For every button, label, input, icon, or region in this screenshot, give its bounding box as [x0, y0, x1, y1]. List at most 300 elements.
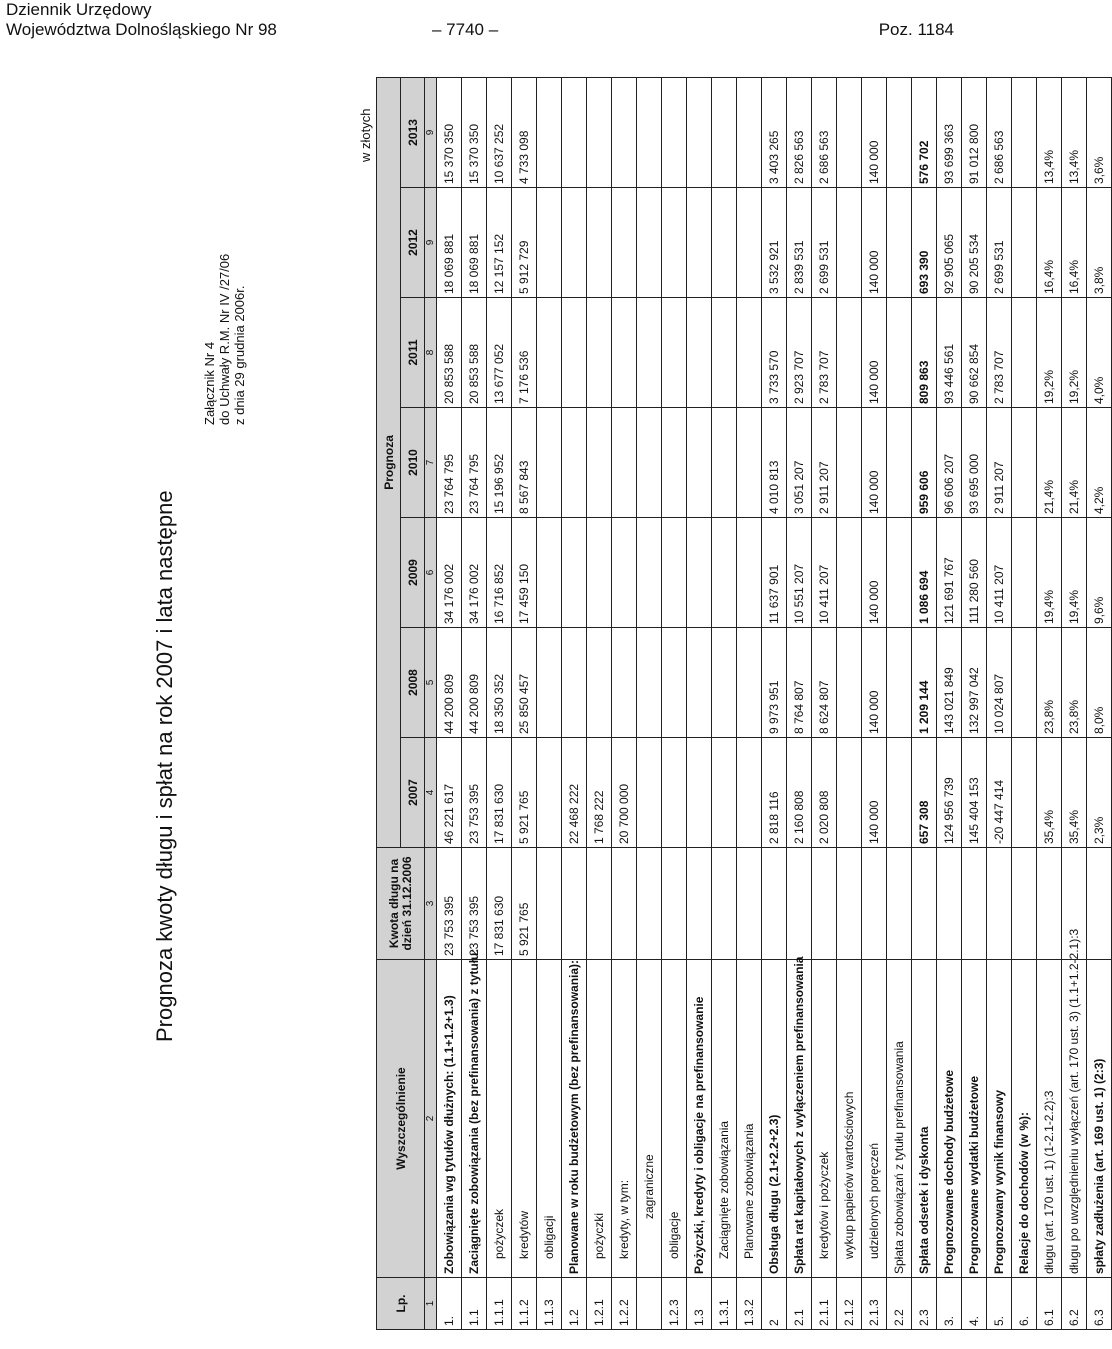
row-year-value: 22 468 222	[562, 738, 587, 848]
row-debt-amount	[737, 848, 762, 960]
row-year-value: 2 699 531	[987, 188, 1012, 298]
row-year-value	[562, 298, 587, 408]
row-year-value: 19,4%	[1037, 518, 1062, 628]
row-year-value: 657 308	[912, 738, 937, 848]
row-year-value: 35,4%	[1037, 738, 1062, 848]
row-debt-amount	[712, 848, 737, 960]
row-year-value	[712, 738, 737, 848]
row-debt-amount	[762, 848, 787, 960]
row-year-value: 693 390	[912, 188, 937, 298]
row-year-value: 23,8%	[1037, 628, 1062, 738]
row-year-value	[687, 188, 712, 298]
table-row	[612, 77, 637, 1329]
column-number-row	[425, 77, 437, 1329]
attachment-line: Załącznik Nr 4	[202, 341, 217, 425]
row-year-value: 18 069 881	[437, 188, 462, 298]
row-year-value	[737, 77, 762, 187]
row-lp: 1.3.2	[737, 1278, 762, 1330]
row-year-value	[1012, 298, 1037, 408]
table-row	[1037, 77, 1062, 1329]
row-debt-amount	[562, 848, 587, 960]
row-lp: 6.	[1012, 1278, 1037, 1330]
row-year-value: 10 551 207	[787, 518, 812, 628]
row-year-value	[637, 518, 662, 628]
table-row	[662, 77, 687, 1329]
table-row	[437, 77, 462, 1329]
row-year-value	[587, 188, 612, 298]
row-year-value: 4 733 098	[512, 77, 537, 187]
row-label: długu po uwzględnieniu wyłączeń (art. 170 ust. 3) (1.1+1.2-2.1):3	[1062, 960, 1087, 1278]
table-row	[487, 77, 512, 1329]
row-year-value	[537, 518, 562, 628]
row-year-value	[737, 408, 762, 518]
row-label: pożyczek	[487, 960, 512, 1278]
row-year-value: 809 863	[912, 298, 937, 408]
row-year-value: 20 853 588	[437, 298, 462, 408]
row-debt-amount	[637, 848, 662, 960]
row-year-value	[562, 188, 587, 298]
row-debt-amount	[587, 848, 612, 960]
row-year-value: 2 699 531	[812, 188, 837, 298]
column-number: 5	[425, 628, 437, 738]
row-year-value: 10 411 207	[987, 518, 1012, 628]
row-year-value: 140 000	[862, 628, 887, 738]
row-year-value: 19,2%	[1062, 298, 1087, 408]
column-number: 3	[425, 848, 437, 960]
row-year-value	[662, 408, 687, 518]
row-debt-amount	[687, 848, 712, 960]
row-year-value: 23 753 395	[462, 738, 487, 848]
row-year-value: 140 000	[862, 408, 887, 518]
row-year-value: 2 020 808	[812, 738, 837, 848]
row-year-value: 13,4%	[1037, 77, 1062, 187]
row-year-value: 20 853 588	[462, 298, 487, 408]
row-year-value	[1012, 188, 1037, 298]
row-year-value	[612, 628, 637, 738]
row-year-value: 3 051 207	[787, 408, 812, 518]
row-label: Pożyczki, kredyty i obligacje na prefinansowanie	[687, 960, 712, 1278]
header-year: 2010	[401, 408, 425, 518]
row-debt-amount: 5 921 765	[512, 848, 537, 960]
row-year-value: 1 768 222	[587, 738, 612, 848]
row-year-value	[737, 738, 762, 848]
row-year-value	[1012, 77, 1037, 187]
header-year: 2012	[401, 188, 425, 298]
row-year-value: 140 000	[862, 518, 887, 628]
row-year-value: 145 404 153	[962, 738, 987, 848]
row-year-value: 17 459 150	[512, 518, 537, 628]
row-year-value: 121 691 767	[937, 518, 962, 628]
row-year-value	[837, 188, 862, 298]
row-year-value: 2 911 207	[987, 408, 1012, 518]
row-year-value: 23 764 795	[462, 408, 487, 518]
row-year-value: 111 280 560	[962, 518, 987, 628]
row-year-value	[612, 518, 637, 628]
row-year-value: 2 911 207	[812, 408, 837, 518]
row-lp: 6.2	[1062, 1278, 1087, 1330]
row-label: Obsługa długu (2.1+2.2+2.3)	[762, 960, 787, 1278]
row-label: wykup papierów wartościowych	[837, 960, 862, 1278]
table-row	[1087, 77, 1112, 1329]
row-year-value: 13 677 052	[487, 298, 512, 408]
row-year-value: 93 695 000	[962, 408, 987, 518]
row-year-value: 19,2%	[1037, 298, 1062, 408]
row-year-value	[612, 77, 637, 187]
row-lp: 2.1.2	[837, 1278, 862, 1330]
row-year-value: 140 000	[862, 298, 887, 408]
row-year-value: 90 205 534	[962, 188, 987, 298]
row-lp: 2.1.3	[862, 1278, 887, 1330]
row-lp: 1.2.2	[612, 1278, 637, 1330]
row-lp	[637, 1278, 662, 1330]
row-year-value	[837, 738, 862, 848]
row-year-value	[737, 628, 762, 738]
attachment-line: do Uchwały R.M. Nr IV /27/06	[217, 253, 232, 425]
row-year-value: 18 350 352	[487, 628, 512, 738]
row-year-value	[537, 188, 562, 298]
header-year: 2013	[401, 77, 425, 187]
table-row	[912, 77, 937, 1329]
row-year-value	[662, 518, 687, 628]
header-year: 2009	[401, 518, 425, 628]
row-year-value	[887, 77, 912, 187]
row-year-value	[537, 628, 562, 738]
row-year-value	[587, 298, 612, 408]
row-year-value	[887, 738, 912, 848]
row-year-value: 19,4%	[1062, 518, 1087, 628]
row-year-value	[737, 518, 762, 628]
row-year-value	[712, 518, 737, 628]
row-lp: 1.	[437, 1278, 462, 1330]
row-year-value	[887, 628, 912, 738]
row-year-value: 23 764 795	[437, 408, 462, 518]
table-row	[962, 77, 987, 1329]
table-row	[587, 77, 612, 1329]
row-lp: 1.2	[562, 1278, 587, 1330]
row-label: Prognozowane dochody budżetowe	[937, 960, 962, 1278]
debt-forecast-table	[376, 77, 1112, 1330]
table-row	[462, 77, 487, 1329]
row-label: udzielonych poręczeń	[862, 960, 887, 1278]
row-year-value: 93 446 561	[937, 298, 962, 408]
row-year-value: 96 606 207	[937, 408, 962, 518]
row-year-value: 140 000	[862, 77, 887, 187]
unit-label: w złotych	[358, 108, 373, 162]
row-debt-amount	[937, 848, 962, 960]
row-year-value	[712, 188, 737, 298]
row-year-value: 10 024 807	[987, 628, 1012, 738]
row-year-value	[612, 298, 637, 408]
row-year-value: 25 850 457	[512, 628, 537, 738]
table-row	[637, 77, 662, 1329]
row-year-value: 13,4%	[1062, 77, 1087, 187]
row-year-value: 2 160 808	[787, 738, 812, 848]
row-year-value: 8 624 807	[812, 628, 837, 738]
table-row	[787, 77, 812, 1329]
row-year-value: 34 176 002	[437, 518, 462, 628]
row-lp: 1.1.1	[487, 1278, 512, 1330]
row-year-value: 1 086 694	[912, 518, 937, 628]
row-year-value: 12 157 152	[487, 188, 512, 298]
document-title: Prognoza kwoty długu i spłat na rok 2007 i lata następne	[152, 490, 177, 1042]
row-year-value: 2 686 563	[987, 77, 1012, 187]
row-year-value: 4,2%	[1087, 408, 1112, 518]
row-lp: 1.3	[687, 1278, 712, 1330]
row-year-value	[637, 738, 662, 848]
row-year-value: 15 370 350	[462, 77, 487, 187]
row-label: Spłata rat kapitałowych z wyłączeniem prefinansowania	[787, 960, 812, 1278]
row-year-value: 4,0%	[1087, 298, 1112, 408]
row-label: obligacji	[537, 960, 562, 1278]
row-year-value	[612, 408, 637, 518]
row-year-value: 5 921 765	[512, 738, 537, 848]
row-year-value	[637, 77, 662, 187]
row-label: zagraniczne	[637, 960, 662, 1278]
row-year-value	[1012, 518, 1037, 628]
row-year-value: 11 637 901	[762, 518, 787, 628]
column-number: 4	[425, 738, 437, 848]
table-row	[987, 77, 1012, 1329]
row-year-value: 4 010 813	[762, 408, 787, 518]
row-label: Prognozowane wydatki budżetowe	[962, 960, 987, 1278]
row-year-value: 3 403 265	[762, 77, 787, 187]
row-year-value: 93 699 363	[937, 77, 962, 187]
column-number: 6	[425, 518, 437, 628]
row-year-value: 35,4%	[1062, 738, 1087, 848]
row-year-value	[712, 77, 737, 187]
row-year-value: 8 567 843	[512, 408, 537, 518]
table-row	[937, 77, 962, 1329]
row-debt-amount	[837, 848, 862, 960]
header-year: 2011	[401, 298, 425, 408]
row-year-value	[612, 188, 637, 298]
header-year: 2008	[401, 628, 425, 738]
row-lp: 2.1.1	[812, 1278, 837, 1330]
row-debt-amount	[887, 848, 912, 960]
row-year-value: 576 702	[912, 77, 937, 187]
rotated-scan-page	[138, 78, 1106, 1330]
gazette-subtitle: Województwa Dolnośląskiego Nr 98	[6, 20, 277, 39]
row-year-value	[687, 518, 712, 628]
row-debt-amount	[1087, 848, 1112, 960]
row-label: Zaciągnięte zobowiązania (bez prefinansowania) z tytułu:	[462, 960, 487, 1278]
header-year: 2007	[401, 738, 425, 848]
row-label: pożyczki	[587, 960, 612, 1278]
row-year-value: 92 905 065	[937, 188, 962, 298]
row-year-value: 2 818 116	[762, 738, 787, 848]
row-debt-amount	[812, 848, 837, 960]
column-number: 7	[425, 408, 437, 518]
row-year-value	[887, 518, 912, 628]
row-lp: 2	[762, 1278, 787, 1330]
position-number: Poz. 1184	[878, 20, 954, 39]
row-year-value: 2 826 563	[787, 77, 812, 187]
column-number: 8	[425, 298, 437, 408]
row-year-value: 143 021 849	[937, 628, 962, 738]
row-year-value	[637, 188, 662, 298]
row-year-value	[637, 408, 662, 518]
table-row	[762, 77, 787, 1329]
row-year-value: 8,0%	[1087, 628, 1112, 738]
row-year-value	[887, 408, 912, 518]
row-year-value	[587, 628, 612, 738]
row-debt-amount	[912, 848, 937, 960]
row-debt-amount	[987, 848, 1012, 960]
row-year-value	[687, 298, 712, 408]
row-year-value	[562, 408, 587, 518]
row-year-value: 9,6%	[1087, 518, 1112, 628]
table-row	[812, 77, 837, 1329]
row-year-value	[837, 408, 862, 518]
page-number: – 7740 –	[432, 20, 499, 39]
attachment-line: z dnia 29 grudnia 2006r.	[232, 285, 247, 425]
row-year-value: 2 686 563	[812, 77, 837, 187]
row-debt-amount: 23 753 395	[462, 848, 487, 960]
row-debt-amount	[862, 848, 887, 960]
row-year-value	[662, 188, 687, 298]
row-year-value: 21,4%	[1037, 408, 1062, 518]
row-year-value	[837, 298, 862, 408]
row-lp: 5.	[987, 1278, 1012, 1330]
row-debt-amount: 17 831 630	[487, 848, 512, 960]
table-row	[1012, 77, 1037, 1329]
row-year-value: 2,3%	[1087, 738, 1112, 848]
row-debt-amount	[537, 848, 562, 960]
row-year-value: 34 176 002	[462, 518, 487, 628]
header-lp: Lp.	[377, 1278, 425, 1330]
table-row	[687, 77, 712, 1329]
row-year-value	[1012, 408, 1037, 518]
row-year-value: 15 196 952	[487, 408, 512, 518]
table-row	[887, 77, 912, 1329]
row-year-value: 16,4%	[1037, 188, 1062, 298]
row-year-value	[537, 77, 562, 187]
row-year-value: 5 912 729	[512, 188, 537, 298]
header-description: Wyszczególnienie	[377, 960, 425, 1278]
row-label: spłaty zadłużenia (art. 169 ust. 1) (2:3)	[1087, 960, 1112, 1278]
row-year-value	[737, 188, 762, 298]
row-label: Planowane zobowiązania	[737, 960, 762, 1278]
row-lp: 3.	[937, 1278, 962, 1330]
table-header-row	[377, 77, 401, 1329]
row-year-value	[637, 298, 662, 408]
row-lp: 4.	[962, 1278, 987, 1330]
row-year-value	[737, 298, 762, 408]
table-row	[512, 77, 537, 1329]
row-year-value: 17 831 630	[487, 738, 512, 848]
row-year-value	[662, 298, 687, 408]
row-label: kredytów i pożyczek	[812, 960, 837, 1278]
row-year-value: 46 221 617	[437, 738, 462, 848]
row-year-value	[562, 518, 587, 628]
row-year-value	[687, 77, 712, 187]
row-year-value	[837, 628, 862, 738]
header-debt-amount: Kwota długu na dzień 31.12.2006	[377, 848, 425, 960]
row-year-value: 2 839 531	[787, 188, 812, 298]
row-year-value: 3,6%	[1087, 77, 1112, 187]
row-year-value: 18 069 881	[462, 188, 487, 298]
row-year-value	[712, 628, 737, 738]
row-year-value	[662, 738, 687, 848]
row-label: kredyty, w tym:	[612, 960, 637, 1278]
row-lp: 6.3	[1087, 1278, 1112, 1330]
row-debt-amount	[612, 848, 637, 960]
row-year-value	[887, 298, 912, 408]
row-lp: 1.2.3	[662, 1278, 687, 1330]
table-row	[562, 77, 587, 1329]
row-year-value	[562, 77, 587, 187]
row-debt-amount	[1037, 848, 1062, 960]
row-year-value: 16 716 852	[487, 518, 512, 628]
row-year-value: 959 606	[912, 408, 937, 518]
row-lp: 1.1	[462, 1278, 487, 1330]
row-year-value	[662, 77, 687, 187]
column-number: 9	[425, 188, 437, 298]
attachment-note	[202, 254, 247, 425]
row-year-value: -20 447 414	[987, 738, 1012, 848]
row-year-value	[587, 518, 612, 628]
row-year-value: 140 000	[862, 188, 887, 298]
row-year-value: 132 997 042	[962, 628, 987, 738]
row-label: długu (art. 170 ust. 1) (1-2.1-2.2):3	[1037, 960, 1062, 1278]
table-row	[837, 77, 862, 1329]
row-year-value	[1012, 628, 1037, 738]
row-lp: 1.2.1	[587, 1278, 612, 1330]
row-lp: 1.1.2	[512, 1278, 537, 1330]
row-year-value: 10 411 207	[812, 518, 837, 628]
row-year-value	[587, 77, 612, 187]
row-year-value: 21,4%	[1062, 408, 1087, 518]
row-label: Prognozowany wynik finansowy	[987, 960, 1012, 1278]
row-year-value	[712, 408, 737, 518]
column-number: 2	[425, 960, 437, 1278]
row-lp: 6.1	[1037, 1278, 1062, 1330]
row-debt-amount	[787, 848, 812, 960]
row-year-value: 3,8%	[1087, 188, 1112, 298]
row-year-value: 2 923 707	[787, 298, 812, 408]
row-year-value: 2 783 707	[812, 298, 837, 408]
table-row	[537, 77, 562, 1329]
row-label: Spłata odsetek i dyskonta	[912, 960, 937, 1278]
row-year-value: 3 733 570	[762, 298, 787, 408]
row-year-value: 16,4%	[1062, 188, 1087, 298]
table-row	[737, 77, 762, 1329]
row-label: Relacje do dochodów (w %):	[1012, 960, 1037, 1278]
row-debt-amount	[962, 848, 987, 960]
row-year-value	[562, 628, 587, 738]
row-lp: 2.3	[912, 1278, 937, 1330]
row-debt-amount	[1012, 848, 1037, 960]
row-label: Zobowiązania wg tytułów dłużnych: (1.1+1.2+1.3)	[437, 960, 462, 1278]
column-number: 1	[425, 1278, 437, 1330]
gazette-title: Dziennik Urzędowy	[6, 0, 152, 19]
row-year-value	[587, 408, 612, 518]
row-year-value: 1 209 144	[912, 628, 937, 738]
row-year-value: 20 700 000	[612, 738, 637, 848]
row-label: Spłata zobowiązań z tytułu prefinansowania	[887, 960, 912, 1278]
row-year-value: 9 973 951	[762, 628, 787, 738]
row-year-value: 3 532 921	[762, 188, 787, 298]
row-year-value: 90 662 854	[962, 298, 987, 408]
row-year-value: 124 956 739	[937, 738, 962, 848]
row-year-value: 10 637 252	[487, 77, 512, 187]
row-lp: 1.3.1	[712, 1278, 737, 1330]
row-year-value	[837, 518, 862, 628]
row-year-value: 15 370 350	[437, 77, 462, 187]
table-row	[712, 77, 737, 1329]
row-label: Zaciągnięte zobowiązania	[712, 960, 737, 1278]
row-year-value	[662, 628, 687, 738]
